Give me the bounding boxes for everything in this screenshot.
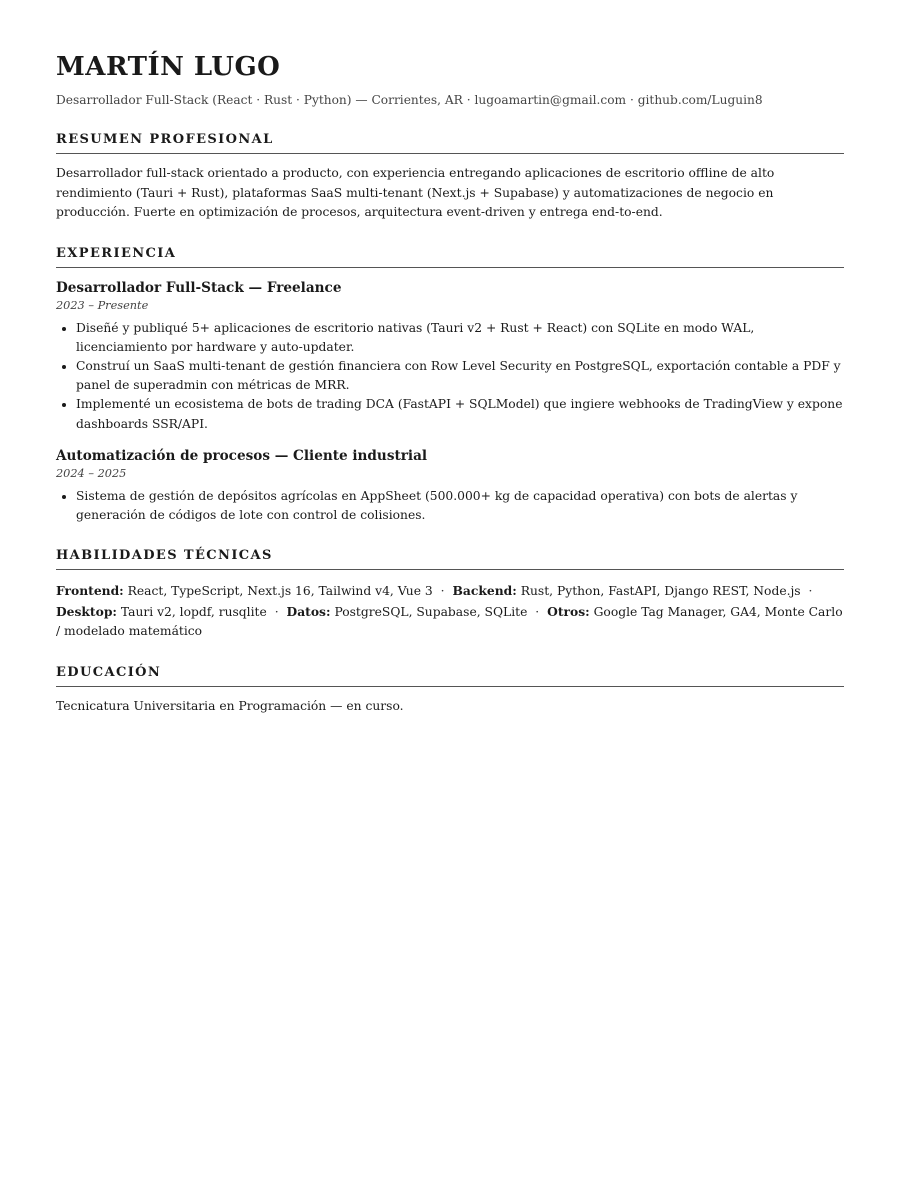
- job-bullets: [56, 319, 844, 434]
- job-entry-freelance: [56, 278, 844, 434]
- summary-section: [56, 131, 844, 223]
- section-title-skills: HABILIDADES TÉCNICAS: [56, 547, 844, 570]
- section-title-summary: RESUMEN PROFESIONAL: [56, 131, 844, 154]
- skill-value-desktop: Tauri v2, lopdf, rusqlite: [120, 604, 267, 619]
- skill-key-data: Datos:: [286, 603, 331, 619]
- section-title-experience: EXPERIENCIA: [56, 245, 844, 268]
- job-dates: 2024 – 2025: [56, 466, 127, 480]
- skill-value-frontend: React, TypeScript, Next.js 16, Tailwind v4, Vue 3: [127, 584, 433, 599]
- education-text: Tecnicatura Universitaria en Programación — en curso.: [56, 698, 404, 713]
- skill-separator: ·: [808, 584, 813, 599]
- section-title-education: EDUCACIÓN: [56, 664, 844, 687]
- skill-separator: ·: [274, 604, 279, 619]
- summary-text: Desarrollador full-stack orientado a producto, con experiencia entregando aplicaciones de escritorio offline de alto rendimiento (Tauri + Rust), plataformas SaaS multi-tenant (Next.js + Supabase) y automatizaciones de negocio en producción. Fuerte en optimización de procesos, arquitectura event-driven y entrega end-to-end.: [56, 166, 775, 219]
- job-title: Automatización de procesos — Cliente industrial: [56, 447, 428, 464]
- job-bullets: [56, 487, 844, 525]
- experience-section: [56, 245, 844, 526]
- job-bullet: • Implementé un ecosistema de bots de trading DCA (FastAPI + SQLModel) que ingiere webhooks de TradingView y expone dashboards SSR/API.: [76, 395, 844, 433]
- job-title: Desarrollador Full-Stack — Freelance: [56, 279, 342, 296]
- skill-value-backend: Rust, Python, FastAPI, Django REST, Node.js: [520, 584, 801, 599]
- job-entry-industrial: [56, 446, 844, 525]
- skill-separator: ·: [535, 604, 540, 619]
- skill-key-frontend: Frontend:: [56, 583, 124, 599]
- skill-key-other: Otros:: [547, 603, 590, 619]
- job-bullet: • Construí un SaaS multi-tenant de gestión financiera con Row Level Security en PostgreSQL, exportación contable a PDF y panel de superadmin con métricas de MRR.: [76, 357, 844, 395]
- skills-text: [56, 581, 844, 642]
- job-bullet: • Diseñé y publiqué 5+ aplicaciones de escritorio nativas (Tauri v2 + Rust + React) con SQLite en modo WAL, licenciamiento por hardware y auto-updater.: [76, 319, 844, 357]
- skill-separator: ·: [440, 584, 445, 599]
- job-bullet: • Sistema de gestión de depósitos agrícolas en AppSheet (500.000+ kg de capacidad operativa) con bots de alertas y generación de códigos de lote con control de colisiones.: [76, 487, 844, 525]
- education-section: [56, 664, 844, 717]
- job-dates: 2023 – Presente: [56, 298, 149, 312]
- resume-name: MARTÍN LUGO: [56, 52, 281, 82]
- skill-key-desktop: Desktop:: [56, 603, 117, 619]
- contact-line: Desarrollador Full-Stack (React · Rust · Python) — Corrientes, AR · lugoamartin@gmail.com · github.com/Luguin8: [56, 93, 763, 107]
- skill-value-other: Google Tag Manager, GA4, Monte Carlo / modelado matemático: [56, 604, 843, 639]
- skill-key-backend: Backend:: [452, 583, 517, 599]
- skill-value-data: PostgreSQL, Supabase, SQLite: [334, 604, 528, 619]
- skills-section: [56, 547, 844, 642]
